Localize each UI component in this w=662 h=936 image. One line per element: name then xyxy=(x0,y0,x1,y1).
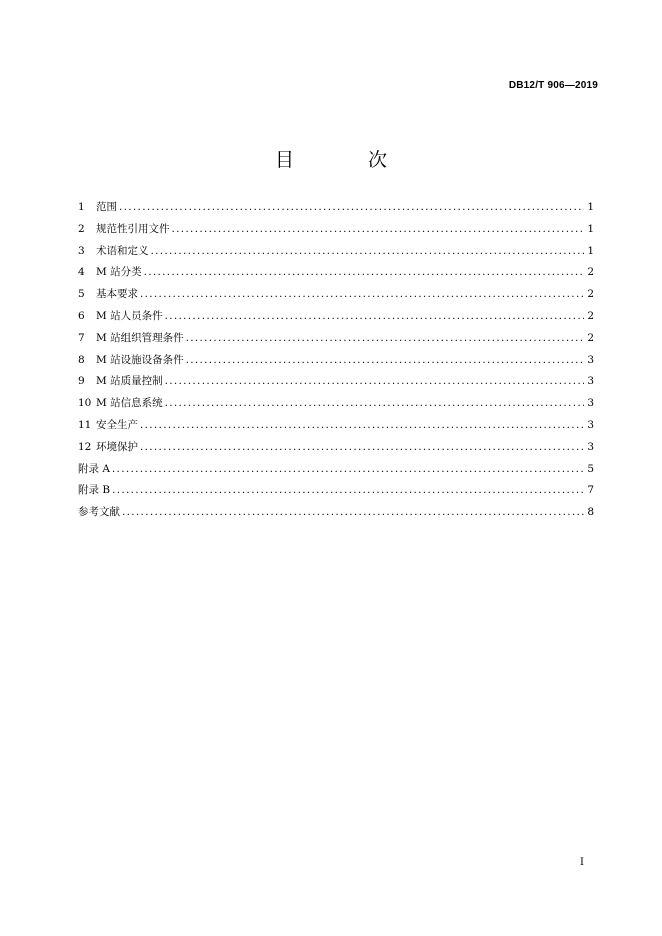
toc-entry[interactable] xyxy=(78,415,594,437)
toc-entry-number: 8 xyxy=(78,353,85,366)
toc-leader-dots xyxy=(140,415,584,437)
toc-entry-page: 2 xyxy=(587,309,594,322)
toc-leader-dots xyxy=(186,328,584,350)
toc-title: 目 次 xyxy=(274,149,422,171)
toc-entry-page: 2 xyxy=(587,266,594,279)
toc-entry-page: 1 xyxy=(587,222,594,235)
toc-entry-number: 6 xyxy=(78,309,85,322)
toc-entry-number: 2 xyxy=(78,222,85,235)
toc-entry-page: 1 xyxy=(587,244,594,257)
toc-entry-page: 8 xyxy=(587,506,594,519)
standard-code: DB12/T 906—2019 xyxy=(508,80,598,91)
toc-entry-number: 11 xyxy=(78,418,92,431)
toc-entry-page: 3 xyxy=(587,440,594,453)
toc-leader-dots xyxy=(140,284,584,306)
toc-entry[interactable] xyxy=(78,241,594,263)
toc-entry-label: 术语和定义 xyxy=(96,244,149,257)
toc-entry[interactable] xyxy=(78,502,594,524)
toc-entry[interactable] xyxy=(78,480,594,502)
toc-entry-page: 3 xyxy=(587,397,594,410)
toc-entry[interactable] xyxy=(78,393,594,415)
toc-entry-page: 2 xyxy=(587,331,594,344)
toc-entry[interactable] xyxy=(78,306,594,328)
toc-entry-number: 10 xyxy=(78,397,92,410)
toc-entry-label: M 站组织管理条件 xyxy=(96,331,184,344)
toc-entry-page: 3 xyxy=(587,353,594,366)
toc-leader-dots xyxy=(165,393,584,415)
table-of-contents xyxy=(78,197,594,524)
toc-leader-dots xyxy=(165,306,584,328)
toc-leader-dots xyxy=(119,197,584,219)
toc-entry-page: 1 xyxy=(587,201,594,213)
toc-leader-dots xyxy=(112,459,584,481)
toc-entry-page: 3 xyxy=(587,375,594,388)
toc-entry[interactable] xyxy=(78,219,594,241)
toc-entry-label: M 站分类 xyxy=(96,266,142,279)
toc-leader-dots xyxy=(151,241,585,263)
toc-entry-label: 参考文献 xyxy=(78,506,120,519)
toc-entry-label: M 站设施设备条件 xyxy=(96,353,184,366)
toc-entry[interactable] xyxy=(78,284,594,306)
toc-entry-number: 1 xyxy=(78,201,85,213)
toc-entry-label: 范围 xyxy=(96,201,117,213)
toc-entry-label: 附录 B xyxy=(78,484,111,497)
toc-entry-number: 5 xyxy=(78,288,85,301)
toc-leader-dots xyxy=(165,371,584,393)
toc-entry-number: 9 xyxy=(78,375,85,388)
toc-entry[interactable] xyxy=(78,437,594,459)
toc-entry-label: 安全生产 xyxy=(96,418,138,431)
toc-entry[interactable] xyxy=(78,459,594,481)
toc-entry[interactable] xyxy=(78,262,594,284)
toc-leader-dots xyxy=(122,502,584,524)
toc-entry-label: 环境保护 xyxy=(96,440,138,453)
toc-leader-dots xyxy=(112,480,584,502)
toc-leader-dots xyxy=(186,350,584,372)
toc-entry-label: 附录 A xyxy=(78,462,110,475)
toc-entry-label: M 站人员条件 xyxy=(96,309,163,322)
page-number: I xyxy=(580,857,584,868)
toc-entry-number: 3 xyxy=(78,244,85,257)
toc-entry-page: 7 xyxy=(587,484,594,497)
toc-leader-dots xyxy=(172,219,585,241)
toc-entry-number: 7 xyxy=(78,331,85,344)
toc-leader-dots xyxy=(140,437,584,459)
toc-entry[interactable] xyxy=(78,371,594,393)
toc-entry-number: 4 xyxy=(78,266,85,279)
toc-entry-page: 5 xyxy=(587,462,594,475)
toc-entry-label: 基本要求 xyxy=(96,288,138,301)
toc-entry[interactable] xyxy=(78,197,594,219)
toc-entry-page: 3 xyxy=(587,418,594,431)
toc-entry[interactable] xyxy=(78,350,594,372)
toc-entry-page: 2 xyxy=(587,288,594,301)
toc-entry-label: M 站信息系统 xyxy=(96,397,163,410)
toc-entry[interactable] xyxy=(78,328,594,350)
toc-entry-label: M 站质量控制 xyxy=(96,375,163,388)
toc-leader-dots xyxy=(144,262,584,284)
toc-entry-label: 规范性引用文件 xyxy=(96,222,170,235)
toc-entry-number: 12 xyxy=(78,440,92,453)
